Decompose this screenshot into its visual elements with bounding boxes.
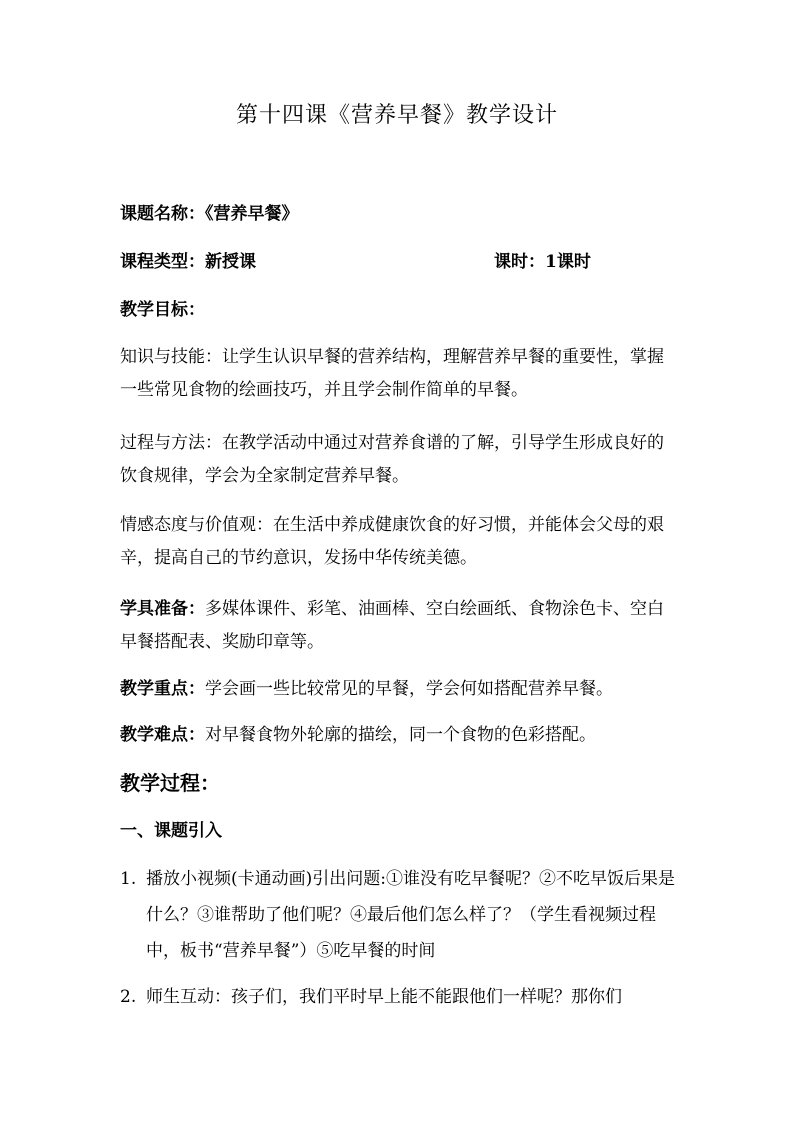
key-point-line xyxy=(120,673,680,705)
objective-attitude xyxy=(120,509,680,575)
process-heading: 教学过程： xyxy=(120,771,220,795)
course-name-label: 课题名称： xyxy=(120,204,205,224)
course-name-value: 《营养早餐》 xyxy=(205,204,299,224)
objectives-heading: 教学目标： xyxy=(120,300,205,320)
difficulty-label: 教学难点： xyxy=(120,725,205,745)
class-hours-value: 1课时 xyxy=(545,252,591,272)
course-name-line xyxy=(120,198,680,230)
course-type-value: 新授课 xyxy=(205,252,256,272)
materials-label: 学具准备： xyxy=(120,599,205,619)
step-1-text: 播放小视频(卡通动画)引出问题:①谁没有吃早餐呢？②不吃早饭后果是什么？③谁帮助了他们呢？④最后他们怎么样了？（学生看视频过程中，板书“营养早餐”）⑤吃早餐的时间 xyxy=(146,869,675,961)
materials-text: 多媒体课件、彩笔、油画棒、空白绘画纸、食物涂色卡、空白早餐搭配表、奖励印章等。 xyxy=(120,599,664,652)
course-type-label: 课程类型： xyxy=(120,252,205,272)
step-2 xyxy=(120,979,680,1015)
class-hours-line xyxy=(494,246,591,278)
objective-attitude-text: 在生活中养成健康饮食的好习惯，并能体会父母的艰辛，提高自己的节约意识，发扬中华传统美德。 xyxy=(120,515,664,568)
step-2-number: 2. xyxy=(120,987,137,1007)
difficulty-text: 对早餐食物外轮廓的描绘，同一个食物的色彩搭配。 xyxy=(205,725,596,745)
course-type-line xyxy=(120,246,680,278)
step-1 xyxy=(120,861,680,969)
step-2-text: 师生互动：孩子们，我们平时早上能不能跟他们一样呢？那你们 xyxy=(146,987,622,1007)
materials-paragraph xyxy=(120,593,680,659)
key-point-label: 教学重点： xyxy=(120,679,205,699)
objective-attitude-label: 情感态度与价值观： xyxy=(120,515,273,535)
difficulty-line xyxy=(120,719,680,751)
page-title: 第十四课《营养早餐》教学设计 xyxy=(235,103,558,128)
objective-knowledge xyxy=(120,341,680,407)
class-hours-label: 课时： xyxy=(494,252,545,272)
key-point-text: 学会画一些比较常见的早餐，学会何如搭配营养早餐。 xyxy=(205,679,613,699)
objective-knowledge-text: 让学生认识早餐的营养结构，理解营养早餐的重要性，掌握一些常见食物的绘画技巧，并且学会制作简单的早餐。 xyxy=(120,347,664,400)
objective-process-text: 在教学活动中通过对营养食谱的了解，引导学生形成良好的饮食规律，学会为全家制定营养早餐。 xyxy=(120,433,664,486)
step-1-number: 1. xyxy=(120,869,137,889)
section-1-heading: 一、课题引入 xyxy=(120,821,222,841)
objective-knowledge-label: 知识与技能： xyxy=(120,347,222,367)
objective-process xyxy=(120,427,680,493)
objective-process-label: 过程与方法： xyxy=(120,433,222,453)
